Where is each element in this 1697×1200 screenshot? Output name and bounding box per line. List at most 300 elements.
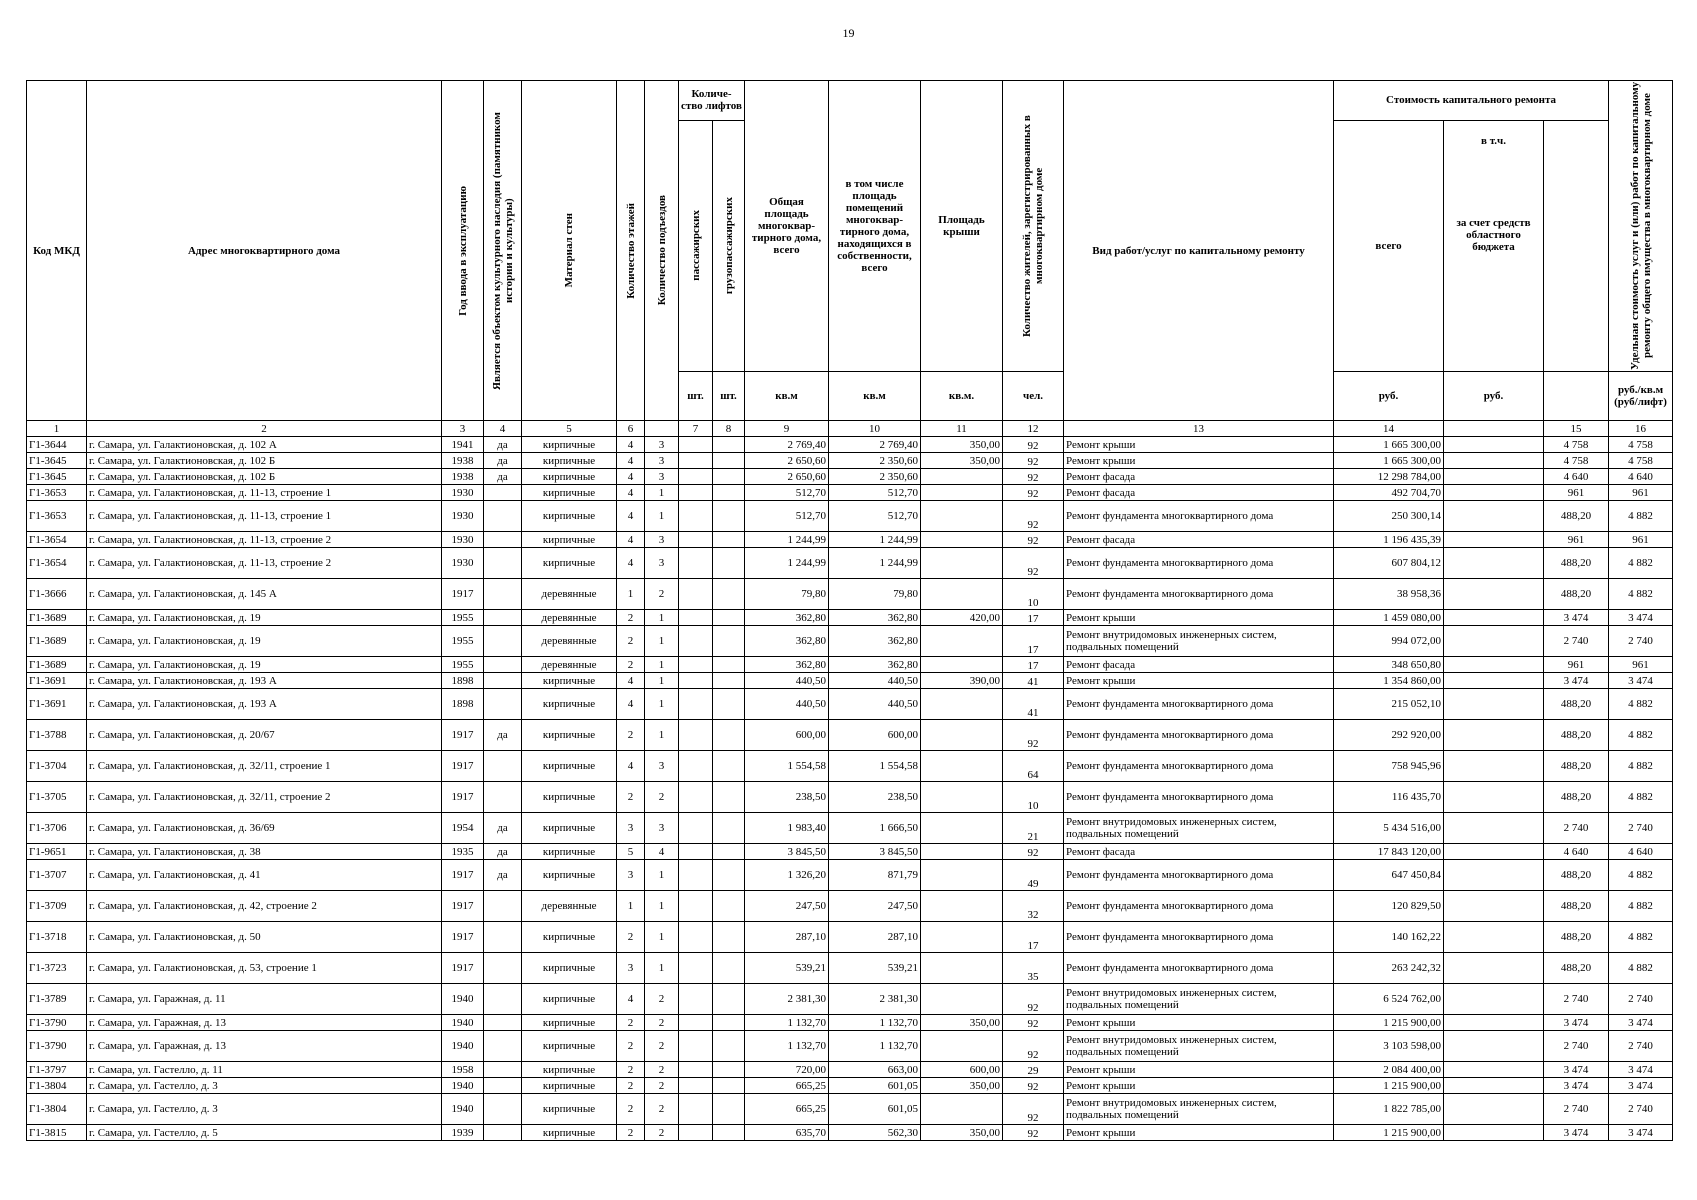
- cell-year: 1917: [442, 860, 484, 891]
- cell-lift-freight: [713, 532, 745, 548]
- header-cost-total: всего: [1334, 120, 1444, 371]
- header-lift-passenger: пассажирских: [679, 120, 713, 371]
- cell-heritage: [484, 1015, 522, 1031]
- cell-owned-area: 600,00: [829, 720, 921, 751]
- cell-cost-total: 1 354 860,00: [1334, 673, 1444, 689]
- cell-cost-budget: [1444, 485, 1544, 501]
- cell-lift-passenger: [679, 1094, 713, 1125]
- column-number: [1444, 421, 1544, 437]
- cell-owned-area: 539,21: [829, 953, 921, 984]
- table-row: [27, 610, 1673, 626]
- cell-cost-budget: [1444, 1125, 1544, 1141]
- cell-lift-passenger: [679, 437, 713, 453]
- cell-residents: 92: [1003, 501, 1064, 532]
- cell-code: Г1-3790: [27, 1031, 87, 1062]
- cell-year: 1954: [442, 813, 484, 844]
- cell-roof-area: 420,00: [921, 610, 1003, 626]
- table-row: [27, 1078, 1673, 1094]
- cell-entrances: 1: [645, 673, 679, 689]
- cell-floors: 4: [617, 501, 645, 532]
- cell-entrances: 2: [645, 1015, 679, 1031]
- cell-total-area: 362,80: [745, 626, 829, 657]
- table-row: [27, 860, 1673, 891]
- cell-unit-cost: 3 474: [1544, 610, 1609, 626]
- cell-roof-area: [921, 657, 1003, 673]
- cell-limit-cost: 2 740: [1609, 813, 1673, 844]
- unit-pcs-passenger: шт.: [679, 372, 713, 421]
- header-work-type: Вид работ/услуг по капитальному ремонту: [1064, 81, 1334, 421]
- cell-entrances: 1: [645, 610, 679, 626]
- cell-year: 1940: [442, 1015, 484, 1031]
- cell-owned-area: 79,80: [829, 579, 921, 610]
- cell-lift-passenger: [679, 673, 713, 689]
- cell-owned-area: 1 666,50: [829, 813, 921, 844]
- cell-lift-freight: [713, 1062, 745, 1078]
- cell-material: деревянные: [522, 610, 617, 626]
- table-row: [27, 1125, 1673, 1141]
- cell-address: г. Самара, ул. Галактионовская, д. 38: [87, 844, 442, 860]
- cell-owned-area: 1 244,99: [829, 532, 921, 548]
- cell-total-area: 1 554,58: [745, 751, 829, 782]
- cell-roof-area: [921, 860, 1003, 891]
- cell-lift-passenger: [679, 922, 713, 953]
- cell-lift-passenger: [679, 689, 713, 720]
- cell-floors: 4: [617, 453, 645, 469]
- cell-entrances: 1: [645, 657, 679, 673]
- cell-entrances: 3: [645, 548, 679, 579]
- cell-code: Г1-3789: [27, 984, 87, 1015]
- cell-code: Г1-3666: [27, 579, 87, 610]
- cell-cost-total: 1 215 900,00: [1334, 1125, 1444, 1141]
- cell-owned-area: 1 132,70: [829, 1031, 921, 1062]
- cell-owned-area: 512,70: [829, 501, 921, 532]
- cell-entrances: 2: [645, 782, 679, 813]
- cell-material: деревянные: [522, 891, 617, 922]
- cell-work-type: Ремонт крыши: [1064, 1015, 1334, 1031]
- cell-cost-total: 1 215 900,00: [1334, 1015, 1444, 1031]
- cell-address: г. Самара, ул. Гастелло, д. 3: [87, 1094, 442, 1125]
- cell-heritage: да: [484, 469, 522, 485]
- cell-total-area: 440,50: [745, 689, 829, 720]
- cell-address: г. Самара, ул. Галактионовская, д. 145 А: [87, 579, 442, 610]
- cell-limit-cost: 3 474: [1609, 1125, 1673, 1141]
- cell-lift-passenger: [679, 485, 713, 501]
- cell-total-area: 665,25: [745, 1078, 829, 1094]
- cell-entrances: 1: [645, 485, 679, 501]
- cell-code: Г1-3718: [27, 922, 87, 953]
- cell-material: кирпичные: [522, 437, 617, 453]
- cell-lift-passenger: [679, 1062, 713, 1078]
- cell-year: 1917: [442, 953, 484, 984]
- cell-cost-total: 607 804,12: [1334, 548, 1444, 579]
- header-lift-freight: грузопассажирских: [713, 120, 745, 371]
- cell-unit-cost: 2 740: [1544, 626, 1609, 657]
- cell-lift-freight: [713, 579, 745, 610]
- cell-heritage: [484, 485, 522, 501]
- table-row: [27, 689, 1673, 720]
- table-row: [27, 984, 1673, 1015]
- cell-roof-area: [921, 548, 1003, 579]
- cell-code: Г1-3706: [27, 813, 87, 844]
- cell-material: кирпичные: [522, 1078, 617, 1094]
- cell-residents: 92: [1003, 1094, 1064, 1125]
- cell-floors: 4: [617, 469, 645, 485]
- cell-lift-passenger: [679, 610, 713, 626]
- cell-code: Г1-3705: [27, 782, 87, 813]
- cell-floors: 4: [617, 689, 645, 720]
- cell-code: Г1-3691: [27, 673, 87, 689]
- cell-address: г. Самара, ул. Галактионовская, д. 32/11, строение 1: [87, 751, 442, 782]
- cell-lift-passenger: [679, 1031, 713, 1062]
- cell-unit-cost: 2 740: [1544, 813, 1609, 844]
- cell-cost-budget: [1444, 673, 1544, 689]
- header-elevators: Количе-ство лифтов: [679, 81, 745, 121]
- cell-work-type: Ремонт крыши: [1064, 453, 1334, 469]
- cell-code: Г1-3689: [27, 610, 87, 626]
- cell-heritage: да: [484, 844, 522, 860]
- cell-code: Г1-3704: [27, 751, 87, 782]
- cell-unit-cost: 488,20: [1544, 782, 1609, 813]
- cell-lift-freight: [713, 891, 745, 922]
- table-row: [27, 453, 1673, 469]
- cell-cost-total: 2 084 400,00: [1334, 1062, 1444, 1078]
- cell-roof-area: [921, 626, 1003, 657]
- cell-total-area: 2 650,60: [745, 469, 829, 485]
- cell-work-type: Ремонт фундамента многоквартирного дома: [1064, 501, 1334, 532]
- cell-entrances: 1: [645, 891, 679, 922]
- cell-entrances: 2: [645, 1062, 679, 1078]
- cell-address: г. Самара, ул. Галактионовская, д. 193 А: [87, 689, 442, 720]
- cell-total-area: 3 845,50: [745, 844, 829, 860]
- header-roof-area: Площадь крыши: [921, 81, 1003, 372]
- table-row: [27, 1031, 1673, 1062]
- cell-lift-passenger: [679, 1125, 713, 1141]
- unit-pcs-freight: шт.: [713, 372, 745, 421]
- cell-work-type: Ремонт внутридомовых инженерных систем, подвальных помещений: [1064, 813, 1334, 844]
- cell-residents: 35: [1003, 953, 1064, 984]
- cell-material: кирпичные: [522, 922, 617, 953]
- cell-year: 1955: [442, 657, 484, 673]
- cell-floors: 2: [617, 720, 645, 751]
- cell-material: кирпичные: [522, 984, 617, 1015]
- table-row: [27, 579, 1673, 610]
- cell-material: кирпичные: [522, 860, 617, 891]
- cell-cost-total: 1 196 435,39: [1334, 532, 1444, 548]
- cell-roof-area: [921, 1094, 1003, 1125]
- header-wall-material: Материал стен: [522, 81, 617, 421]
- cell-limit-cost: 2 740: [1609, 984, 1673, 1015]
- cell-lift-passenger: [679, 626, 713, 657]
- cell-cost-budget: [1444, 532, 1544, 548]
- cell-owned-area: 238,50: [829, 782, 921, 813]
- cell-cost-total: 292 920,00: [1334, 720, 1444, 751]
- cell-limit-cost: 3 474: [1609, 610, 1673, 626]
- cell-code: Г1-3654: [27, 548, 87, 579]
- table-row: [27, 751, 1673, 782]
- cell-code: Г1-3691: [27, 689, 87, 720]
- cell-code: Г1-3645: [27, 453, 87, 469]
- cell-residents: 92: [1003, 1015, 1064, 1031]
- cell-owned-area: 2 381,30: [829, 984, 921, 1015]
- cell-lift-freight: [713, 844, 745, 860]
- cell-unit-cost: 3 474: [1544, 1078, 1609, 1094]
- cell-code: Г1-3654: [27, 532, 87, 548]
- cell-floors: 3: [617, 813, 645, 844]
- cell-lift-freight: [713, 922, 745, 953]
- cell-heritage: [484, 1031, 522, 1062]
- cell-cost-total: 263 242,32: [1334, 953, 1444, 984]
- cell-residents: 17: [1003, 922, 1064, 953]
- cell-roof-area: [921, 922, 1003, 953]
- cell-cost-budget: [1444, 782, 1544, 813]
- cell-total-area: 539,21: [745, 953, 829, 984]
- cell-owned-area: 247,50: [829, 891, 921, 922]
- cell-cost-budget: [1444, 453, 1544, 469]
- cell-total-area: 720,00: [745, 1062, 829, 1078]
- cell-total-area: 362,80: [745, 657, 829, 673]
- cell-floors: 4: [617, 751, 645, 782]
- cell-year: 1917: [442, 891, 484, 922]
- cell-residents: 92: [1003, 984, 1064, 1015]
- table-row: [27, 626, 1673, 657]
- table-row: [27, 813, 1673, 844]
- cell-material: кирпичные: [522, 751, 617, 782]
- cell-heritage: [484, 891, 522, 922]
- cell-lift-passenger: [679, 813, 713, 844]
- header-floors: Количество этажей: [617, 81, 645, 421]
- cell-limit-cost: 3 474: [1609, 1062, 1673, 1078]
- cell-work-type: Ремонт крыши: [1064, 673, 1334, 689]
- cell-cost-budget: [1444, 626, 1544, 657]
- cell-lift-freight: [713, 1078, 745, 1094]
- cell-entrances: 2: [645, 1125, 679, 1141]
- cell-limit-cost: 4 882: [1609, 922, 1673, 953]
- cell-unit-cost: 3 474: [1544, 1062, 1609, 1078]
- cell-owned-area: 562,30: [829, 1125, 921, 1141]
- cell-lift-freight: [713, 720, 745, 751]
- cell-code: Г1-3709: [27, 891, 87, 922]
- cell-lift-freight: [713, 1094, 745, 1125]
- cell-year: 1930: [442, 485, 484, 501]
- cell-code: Г1-3804: [27, 1094, 87, 1125]
- cell-code: Г1-9651: [27, 844, 87, 860]
- cell-address: г. Самара, ул. Галактионовская, д. 53, строение 1: [87, 953, 442, 984]
- cell-lift-passenger: [679, 1015, 713, 1031]
- page-number: 19: [842, 26, 855, 40]
- cell-total-area: 2 769,40: [745, 437, 829, 453]
- cell-year: 1917: [442, 751, 484, 782]
- cell-year: 1939: [442, 1125, 484, 1141]
- cell-unit-cost: 4 758: [1544, 453, 1609, 469]
- cell-limit-cost: 4 882: [1609, 501, 1673, 532]
- cell-material: кирпичные: [522, 844, 617, 860]
- cell-unit-cost: 3 474: [1544, 1125, 1609, 1141]
- cell-heritage: [484, 626, 522, 657]
- cell-unit-cost: 4 758: [1544, 437, 1609, 453]
- cell-residents: 32: [1003, 891, 1064, 922]
- cell-cost-total: 1 822 785,00: [1334, 1094, 1444, 1125]
- column-number: 16: [1609, 421, 1673, 437]
- cell-material: кирпичные: [522, 782, 617, 813]
- cell-total-area: 440,50: [745, 673, 829, 689]
- cell-year: 1930: [442, 532, 484, 548]
- column-number: 15: [1544, 421, 1609, 437]
- cell-lift-freight: [713, 860, 745, 891]
- cell-residents: 17: [1003, 626, 1064, 657]
- cell-code: Г1-3788: [27, 720, 87, 751]
- cell-cost-budget: [1444, 1062, 1544, 1078]
- cell-code: Г1-3653: [27, 501, 87, 532]
- cell-cost-total: 17 843 120,00: [1334, 844, 1444, 860]
- cell-limit-cost: 961: [1609, 485, 1673, 501]
- cell-unit-cost: 488,20: [1544, 720, 1609, 751]
- cell-total-area: 287,10: [745, 922, 829, 953]
- cell-owned-area: 2 350,60: [829, 469, 921, 485]
- cell-limit-cost: 3 474: [1609, 1015, 1673, 1031]
- cell-lift-passenger: [679, 657, 713, 673]
- cell-limit-cost: 4 640: [1609, 844, 1673, 860]
- column-number: [645, 421, 679, 437]
- cell-limit-cost: 3 474: [1609, 1078, 1673, 1094]
- cell-unit-cost: 2 740: [1544, 984, 1609, 1015]
- cell-material: кирпичные: [522, 1094, 617, 1125]
- column-number: 1: [27, 421, 87, 437]
- cell-residents: 17: [1003, 610, 1064, 626]
- cell-cost-budget: [1444, 501, 1544, 532]
- cell-heritage: [484, 657, 522, 673]
- cell-roof-area: [921, 532, 1003, 548]
- cell-address: г. Самара, ул. Галактионовская, д. 19: [87, 626, 442, 657]
- cell-year: 1917: [442, 720, 484, 751]
- cell-code: Г1-3707: [27, 860, 87, 891]
- cell-owned-area: 1 132,70: [829, 1015, 921, 1031]
- cell-heritage: [484, 782, 522, 813]
- cell-cost-total: 1 665 300,00: [1334, 437, 1444, 453]
- capital-repair-register-table: [26, 80, 1673, 1141]
- cell-residents: 92: [1003, 469, 1064, 485]
- cell-heritage: [484, 501, 522, 532]
- cell-limit-cost: 4 882: [1609, 782, 1673, 813]
- cell-cost-total: 1 665 300,00: [1334, 453, 1444, 469]
- header-heritage: Является объектом культурного наследия (памятником истории и культуры): [484, 81, 522, 421]
- cell-material: кирпичные: [522, 501, 617, 532]
- cell-year: 1955: [442, 610, 484, 626]
- cell-total-area: 635,70: [745, 1125, 829, 1141]
- cell-limit-cost: 4 882: [1609, 579, 1673, 610]
- header-cost: Стоимость капитального ремонта: [1334, 81, 1609, 121]
- cell-floors: 2: [617, 922, 645, 953]
- column-number: 3: [442, 421, 484, 437]
- cell-work-type: Ремонт внутридомовых инженерных систем, подвальных помещений: [1064, 984, 1334, 1015]
- cell-material: деревянные: [522, 626, 617, 657]
- cell-owned-area: 362,80: [829, 610, 921, 626]
- cell-lift-passenger: [679, 1078, 713, 1094]
- cell-cost-budget: [1444, 1031, 1544, 1062]
- table-row: [27, 1062, 1673, 1078]
- cell-roof-area: 390,00: [921, 673, 1003, 689]
- cell-cost-total: 140 162,22: [1334, 922, 1444, 953]
- cell-address: г. Самара, ул. Гастелло, д. 3: [87, 1078, 442, 1094]
- cell-code: Г1-3653: [27, 485, 87, 501]
- cell-floors: 2: [617, 782, 645, 813]
- cell-floors: 1: [617, 891, 645, 922]
- cell-roof-area: 600,00: [921, 1062, 1003, 1078]
- cell-address: г. Самара, ул. Гаражная, д. 13: [87, 1015, 442, 1031]
- cell-entrances: 1: [645, 860, 679, 891]
- cell-entrances: 2: [645, 1078, 679, 1094]
- cell-lift-passenger: [679, 548, 713, 579]
- cell-cost-total: 492 704,70: [1334, 485, 1444, 501]
- cell-address: г. Самара, ул. Галактионовская, д. 11-13, строение 2: [87, 532, 442, 548]
- table-row: [27, 673, 1673, 689]
- cell-cost-budget: [1444, 813, 1544, 844]
- cell-heritage: [484, 953, 522, 984]
- cell-lift-freight: [713, 657, 745, 673]
- cell-work-type: Ремонт крыши: [1064, 610, 1334, 626]
- cell-cost-budget: [1444, 548, 1544, 579]
- unit-rub-spacer: [1544, 372, 1609, 421]
- cell-total-area: 512,70: [745, 501, 829, 532]
- unit-rub-total: руб.: [1334, 372, 1444, 421]
- cell-work-type: Ремонт крыши: [1064, 1125, 1334, 1141]
- cell-cost-total: 116 435,70: [1334, 782, 1444, 813]
- cell-total-area: 79,80: [745, 579, 829, 610]
- cell-address: г. Самара, ул. Галактионовская, д. 11-13, строение 2: [87, 548, 442, 579]
- cell-owned-area: 601,05: [829, 1094, 921, 1125]
- cell-limit-cost: 4 882: [1609, 720, 1673, 751]
- cell-owned-area: 362,80: [829, 657, 921, 673]
- cell-heritage: [484, 689, 522, 720]
- cell-year: 1898: [442, 673, 484, 689]
- cell-address: г. Самара, ул. Гаражная, д. 11: [87, 984, 442, 1015]
- cell-unit-cost: 961: [1544, 657, 1609, 673]
- cell-heritage: да: [484, 437, 522, 453]
- cell-entrances: 2: [645, 984, 679, 1015]
- cell-address: г. Самара, ул. Галактионовская, д. 50: [87, 922, 442, 953]
- table-row: [27, 657, 1673, 673]
- cell-code: Г1-3645: [27, 469, 87, 485]
- cell-material: кирпичные: [522, 673, 617, 689]
- cell-year: 1955: [442, 626, 484, 657]
- cell-entrances: 1: [645, 689, 679, 720]
- cell-unit-cost: 488,20: [1544, 953, 1609, 984]
- cell-unit-cost: 488,20: [1544, 860, 1609, 891]
- cell-work-type: Ремонт фундамента многоквартирного дома: [1064, 953, 1334, 984]
- cell-floors: 3: [617, 860, 645, 891]
- cell-residents: 92: [1003, 844, 1064, 860]
- cell-unit-cost: 488,20: [1544, 501, 1609, 532]
- cell-material: кирпичные: [522, 548, 617, 579]
- cell-lift-passenger: [679, 453, 713, 469]
- column-number: 13: [1064, 421, 1334, 437]
- cell-year: 1941: [442, 437, 484, 453]
- cell-cost-budget: [1444, 1078, 1544, 1094]
- cell-material: деревянные: [522, 657, 617, 673]
- cell-owned-area: 2 769,40: [829, 437, 921, 453]
- cell-residents: 92: [1003, 1031, 1064, 1062]
- cell-limit-cost: 4 882: [1609, 548, 1673, 579]
- cell-roof-area: 350,00: [921, 1015, 1003, 1031]
- cell-roof-area: [921, 469, 1003, 485]
- cell-address: г. Самара, ул. Гастелло, д. 11: [87, 1062, 442, 1078]
- cell-entrances: 1: [645, 953, 679, 984]
- cell-total-area: 1 132,70: [745, 1031, 829, 1062]
- cell-address: г. Самара, ул. Гаражная, д. 13: [87, 1031, 442, 1062]
- cell-entrances: 3: [645, 453, 679, 469]
- cell-cost-budget: [1444, 751, 1544, 782]
- cell-floors: 3: [617, 953, 645, 984]
- cell-work-type: Ремонт фундамента многоквартирного дома: [1064, 922, 1334, 953]
